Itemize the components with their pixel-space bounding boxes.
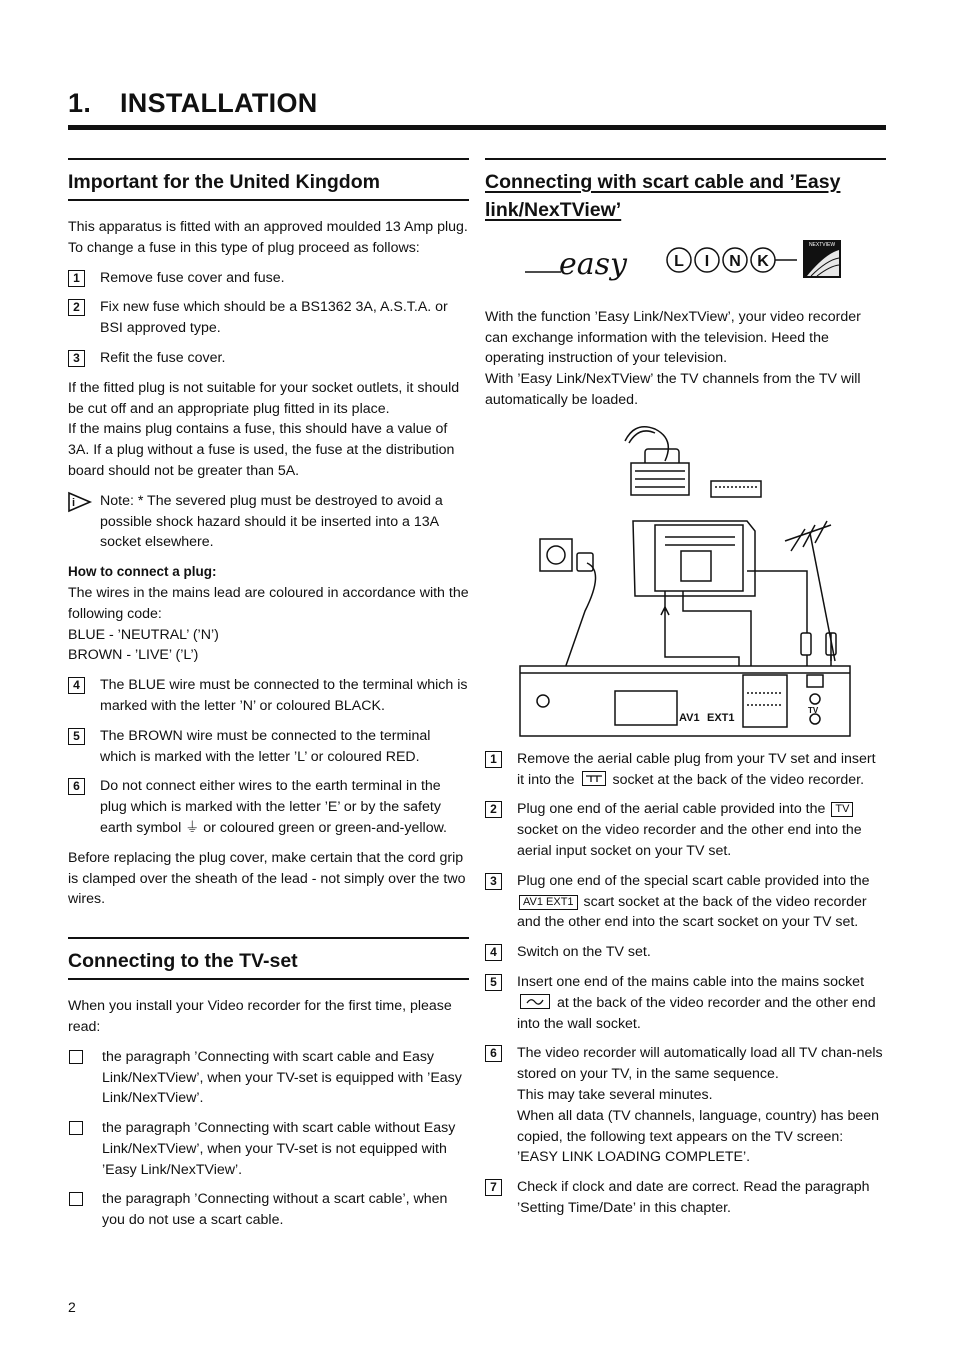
step-text bbox=[517, 749, 886, 791]
step3-text-b: scart socket at the back of the video recorder and the other end into the scart socket on your TV set. bbox=[517, 893, 867, 931]
title-rule bbox=[68, 125, 886, 130]
step3-text-a: Plug one end of the special scart cable provided into the bbox=[517, 872, 870, 889]
step-number: 2 bbox=[68, 299, 85, 316]
wire-code-intro: The wires in the mains lead are coloured in accordance with the following code: bbox=[68, 584, 469, 622]
scart-intro-2: With ’Easy Link/NexTView’ the TV channels from the TV will automatically be loaded. bbox=[485, 371, 861, 408]
item-text: the paragraph ’Connecting with scart cable without Easy Link/NexTView’, when your TV-set is not equipped with ’Easy Link/NexTView’. bbox=[102, 1120, 456, 1178]
wire-code-brown: BROWN - ’LIVE’ (’L’) bbox=[68, 647, 199, 664]
uk-para-plug: If the fitted plug is not suitable for your socket outlets, it should be cut off and an appropriate plug fitted in its place. bbox=[68, 379, 460, 417]
item-text: the paragraph ’Connecting with scart cable and Easy Link/NexTView’, when your TV-set is equipped with ’Easy Link/NexTView’. bbox=[102, 1048, 462, 1107]
scart-step bbox=[485, 942, 886, 963]
logo-script: easy bbox=[559, 247, 627, 282]
step-number: 4 bbox=[485, 944, 502, 961]
step-text bbox=[517, 1043, 886, 1168]
wire-code-blue: BLUE - ’NEUTRAL’ (’N’) bbox=[68, 626, 219, 643]
uk-step bbox=[68, 776, 469, 838]
step5-text-b: at the back of the video recorder and the other end into the wall socket. bbox=[517, 994, 876, 1032]
scart-step bbox=[485, 799, 886, 861]
chapter-title: INSTALLATION bbox=[120, 88, 318, 118]
step-number: 1 bbox=[485, 751, 502, 768]
uk-heading: Important for the United Kingdom bbox=[68, 171, 380, 193]
step-text bbox=[517, 799, 886, 861]
step-text: The BLUE wire must be connected to the terminal which is marked with the letter ’N’ or coloured BLACK. bbox=[100, 677, 468, 714]
scart-step bbox=[485, 871, 886, 933]
page-title bbox=[68, 88, 318, 119]
step-text: Remove fuse cover and fuse. bbox=[100, 269, 285, 286]
step-text: Switch on the TV set. bbox=[517, 944, 651, 961]
diagram-label-ext1: EXT1 bbox=[707, 711, 735, 724]
uk-section-header bbox=[68, 158, 469, 201]
step6-text-b: This may take several minutes. bbox=[517, 1086, 713, 1103]
left-column bbox=[68, 158, 469, 1240]
step-text: Do not connect either wires to the earth terminal in the plug which is marked with the letter ’E’ or by the safety earth symbol ⏚ or coloured green or green-and-yellow. bbox=[100, 778, 447, 836]
logo-letter-i: I bbox=[704, 253, 710, 270]
scart-step bbox=[485, 1177, 886, 1219]
scart-heading: Connecting with scart cable and ’Easy link/NexTView’ bbox=[485, 171, 841, 221]
logo-letter-l: L bbox=[674, 253, 684, 270]
step5-text-a: Insert one end of the mains cable into the mains socket bbox=[517, 973, 865, 990]
step2-text-a: Plug one end of the aerial cable provided into the bbox=[517, 801, 826, 818]
svg-text:i: i bbox=[72, 496, 76, 509]
step2-text-b: socket on the video recorder and the other end into the aerial input socket on your TV set. bbox=[517, 822, 862, 859]
uk-para-fuse: If the mains plug contains a fuse, this should have a value of 3A. If a plug without a fuse is used, the fuse at the distribution board should not be greater than 5A. bbox=[68, 421, 455, 479]
uk-step bbox=[68, 348, 469, 369]
chapter-number: 1. bbox=[68, 88, 92, 118]
scart-step bbox=[485, 749, 886, 791]
tvset-heading: Connecting to the TV-set bbox=[68, 950, 298, 973]
step-number: 2 bbox=[485, 801, 502, 818]
step-number: 3 bbox=[485, 873, 502, 890]
tv-socket-tag: TV bbox=[831, 802, 853, 817]
scart-step bbox=[485, 972, 886, 1034]
step-text: Fix new fuse which should be a BS1362 3A, A.S.T.A. or BSI approved type. bbox=[100, 299, 448, 337]
step-number: 4 bbox=[68, 677, 85, 694]
diagram-label-tv: TV bbox=[808, 705, 819, 715]
tvset-item bbox=[68, 1047, 469, 1109]
step6-text-c: When all data (TV channels, language, country) has been copied, the following text appears on the TV screen: bbox=[517, 1107, 880, 1145]
connection-diagram bbox=[515, 421, 855, 741]
av1-ext1-tag: AV1 EXT1 bbox=[519, 895, 578, 910]
step1-text-b: socket at the back of the video recorder. bbox=[612, 771, 865, 788]
step-number: 5 bbox=[485, 974, 502, 991]
note-text: Note: * The severed plug must be destroyed to avoid a possible shock hazard should it be inserted into a 13A socket elsewhere. bbox=[100, 492, 443, 551]
tvset-intro: When you install your Video recorder for the first time, please read: bbox=[68, 998, 452, 1035]
uk-step bbox=[68, 726, 469, 768]
scart-step bbox=[485, 1043, 886, 1168]
logo-letter-k: K bbox=[757, 253, 769, 270]
step-number: 6 bbox=[485, 1045, 502, 1062]
step-number: 6 bbox=[68, 778, 85, 795]
uk-step bbox=[68, 297, 469, 339]
step-number: 5 bbox=[68, 728, 85, 745]
checkbox-bullet bbox=[69, 1192, 83, 1206]
how-to-connect-heading: How to connect a plug: bbox=[68, 564, 217, 580]
tvset-item bbox=[68, 1118, 469, 1180]
tvset-section-header bbox=[68, 937, 469, 980]
easylink-logo bbox=[525, 238, 845, 286]
diagram-label-av1: AV1 bbox=[679, 711, 700, 724]
mains-socket-icon bbox=[520, 994, 550, 1009]
scart-intro-1: With the function ’Easy Link/NexTView’, your video recorder can exchange information with the television. Heed the operating instruction of your television. bbox=[485, 308, 861, 367]
step6-text-d: ’EASY LINK LOADING COMPLETE’. bbox=[517, 1149, 751, 1166]
tvset-item bbox=[68, 1189, 469, 1231]
logo-letter-n: N bbox=[729, 253, 741, 270]
step-number: 7 bbox=[485, 1179, 502, 1196]
uk-closing: Before replacing the plug cover, make certain that the cord grip is clamped over the sheath of the lead - not simply over the two wires. bbox=[68, 849, 466, 908]
step6-text-a: The video recorder will automatically load all TV chan-nels stored on your TV, in the same sequence. bbox=[517, 1045, 883, 1083]
item-text: the paragraph ’Connecting without a scart cable’, when you do not use a scart cable. bbox=[102, 1191, 448, 1229]
step1-text-a: Remove the aerial cable plug from your TV set and insert it into the bbox=[517, 750, 876, 788]
nextview-badge: NEXTVIEW bbox=[808, 242, 836, 248]
info-note-icon bbox=[68, 491, 100, 513]
aerial-in-socket-icon bbox=[582, 771, 606, 786]
step-number: 3 bbox=[68, 350, 85, 367]
step-text: The BROWN wire must be connected to the terminal which is marked with the letter ’L’ or coloured RED. bbox=[100, 727, 431, 765]
page-number: 2 bbox=[68, 1299, 76, 1315]
step-text bbox=[517, 972, 886, 1034]
step-text: Refit the fuse cover. bbox=[100, 349, 226, 366]
uk-step bbox=[68, 675, 469, 717]
step-text: Check if clock and date are correct. Read the paragraph ’Setting Time/Date’ in this chapter. bbox=[517, 1179, 870, 1216]
uk-note bbox=[68, 491, 469, 553]
checkbox-bullet bbox=[69, 1121, 83, 1135]
checkbox-bullet bbox=[69, 1050, 83, 1064]
uk-intro: This apparatus is fitted with an approved moulded 13 Amp plug. To change a fuse in this type of plug proceed as follows: bbox=[68, 219, 468, 256]
step-number: 1 bbox=[68, 270, 85, 287]
scart-section-header bbox=[485, 158, 886, 224]
uk-step bbox=[68, 268, 469, 289]
right-column bbox=[485, 158, 886, 1228]
step-text bbox=[517, 871, 886, 933]
